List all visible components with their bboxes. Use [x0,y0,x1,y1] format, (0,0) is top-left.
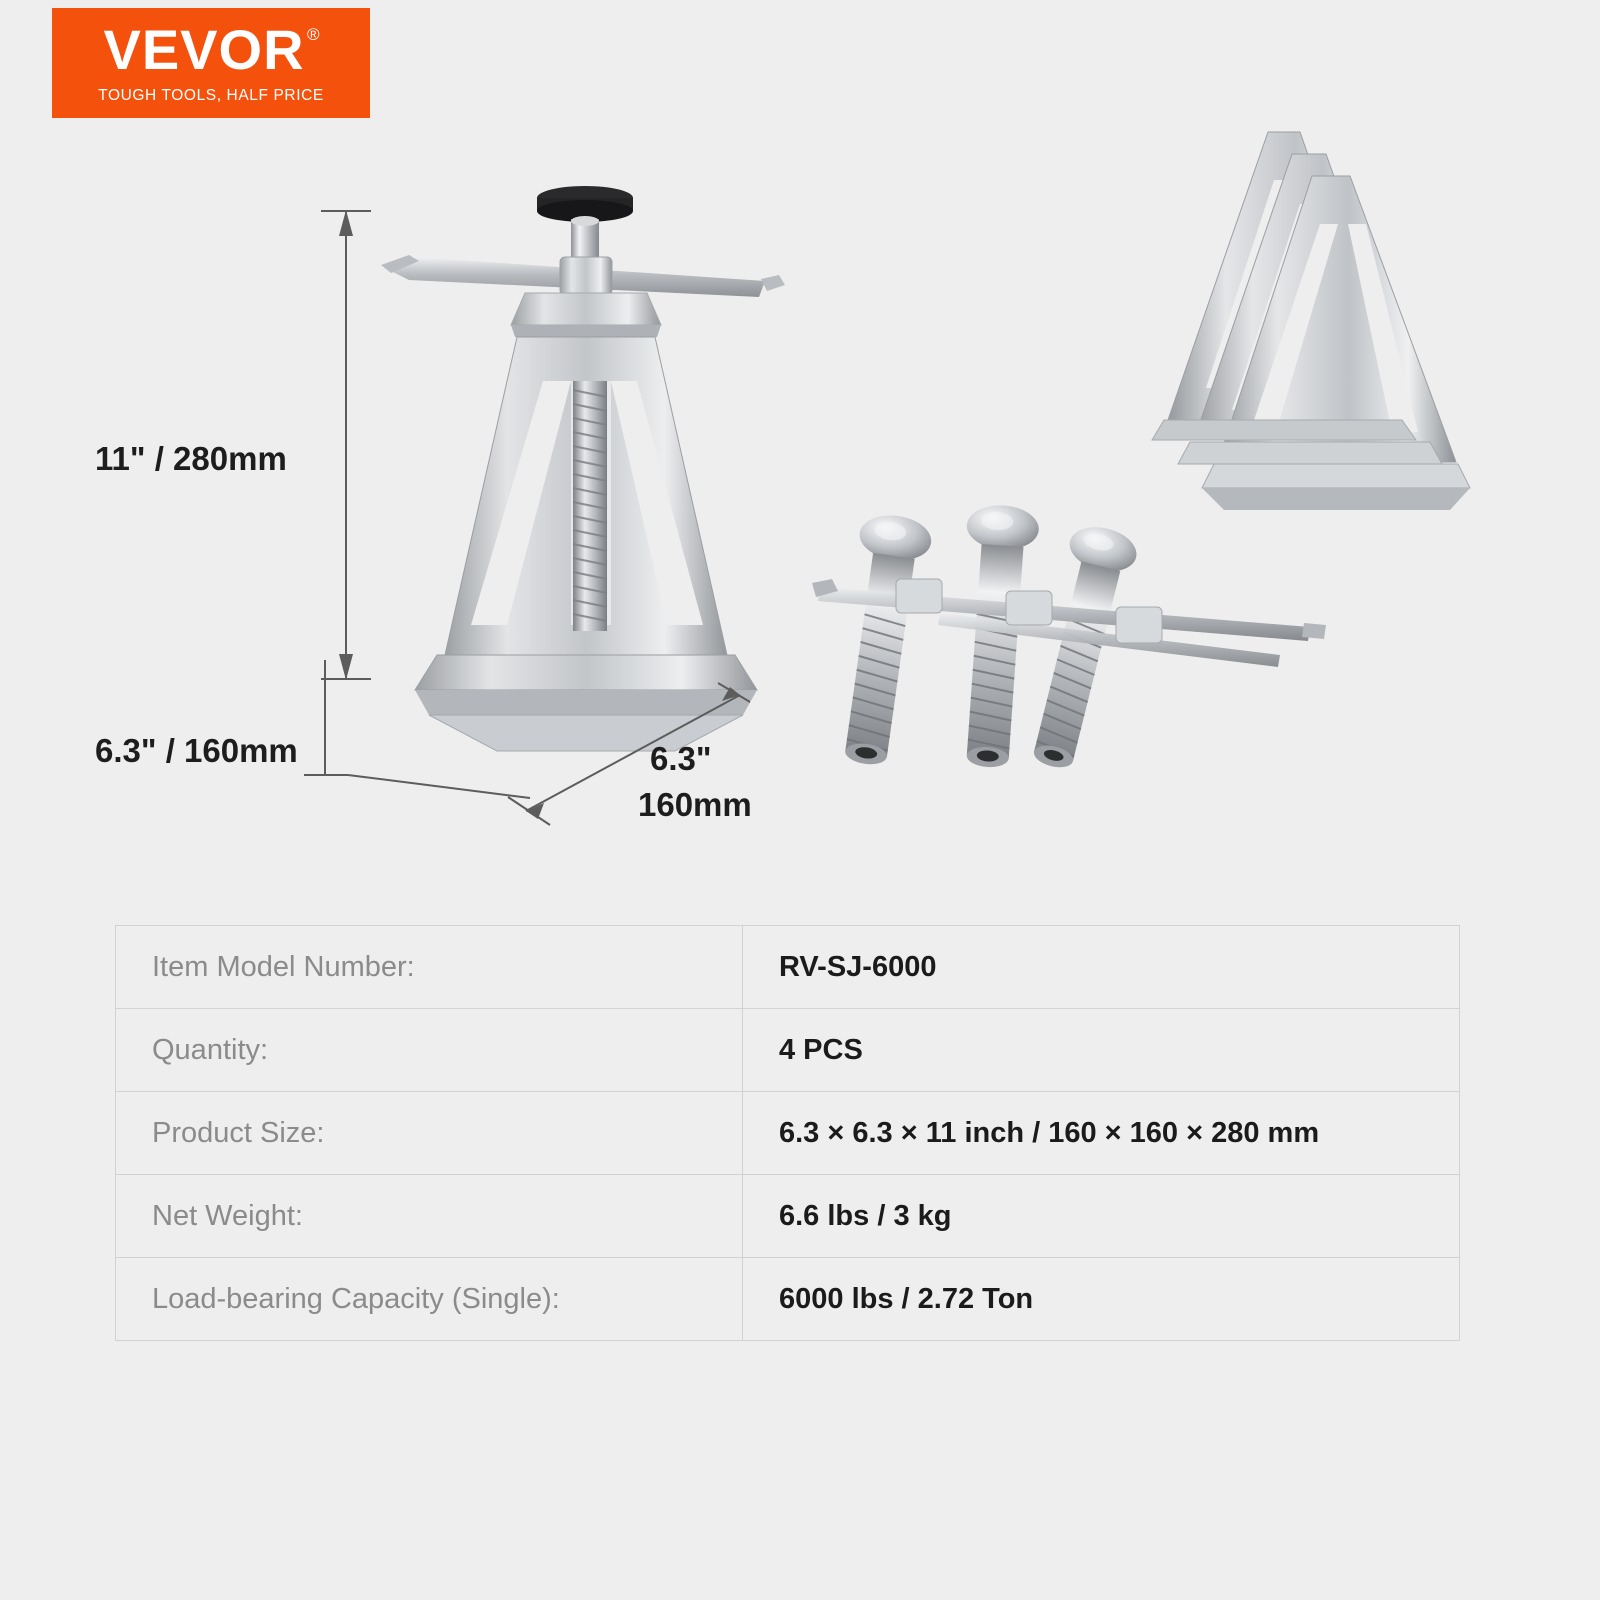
table-row [116,1258,1460,1341]
spec-label-quantity: Quantity: [116,1009,743,1092]
spec-label-product-size: Product Size: [116,1092,743,1175]
rv-stabilizer-jack-stacked-bases-image [1150,120,1480,540]
dimension-label-width-line1: 6.3" [650,740,712,777]
spec-value-net-weight: 6.6 lbs / 3 kg [743,1175,1460,1258]
brand-tagline: TOUGH TOOLS, HALF PRICE [98,86,324,104]
registered-trademark-icon: ® [307,24,321,44]
table-row [116,1009,1460,1092]
dimension-label-depth: 6.3" / 160mm [95,732,298,769]
dimension-label-width-line2: 160mm [638,786,752,823]
spec-value-quantity: 4 PCS [743,1009,1460,1092]
spec-value-product-size: 6.3 × 6.3 × 11 inch / 160 × 160 × 280 mm [743,1092,1460,1175]
spec-value-model-number: RV-SJ-6000 [743,926,1460,1009]
dimension-label-height: 11" / 280mm [95,440,287,477]
brand-name-text: VEVOR [103,17,305,81]
product-hero [0,120,1600,910]
rv-stabilizer-jack-screw-handles-image [810,495,1330,835]
table-row [116,1092,1460,1175]
brand-name [103,17,321,81]
specification-table [115,925,1460,1341]
table-row [116,926,1460,1009]
table-row [116,1175,1460,1258]
spec-label-load-capacity: Load-bearing Capacity (Single): [116,1258,743,1341]
dimension-arrow-height [334,210,358,690]
spec-value-load-capacity: 6000 lbs / 2.72 Ton [743,1258,1460,1341]
spec-label-model-number: Item Model Number: [116,926,743,1009]
brand-logo [52,8,370,118]
spec-label-net-weight: Net Weight: [116,1175,743,1258]
